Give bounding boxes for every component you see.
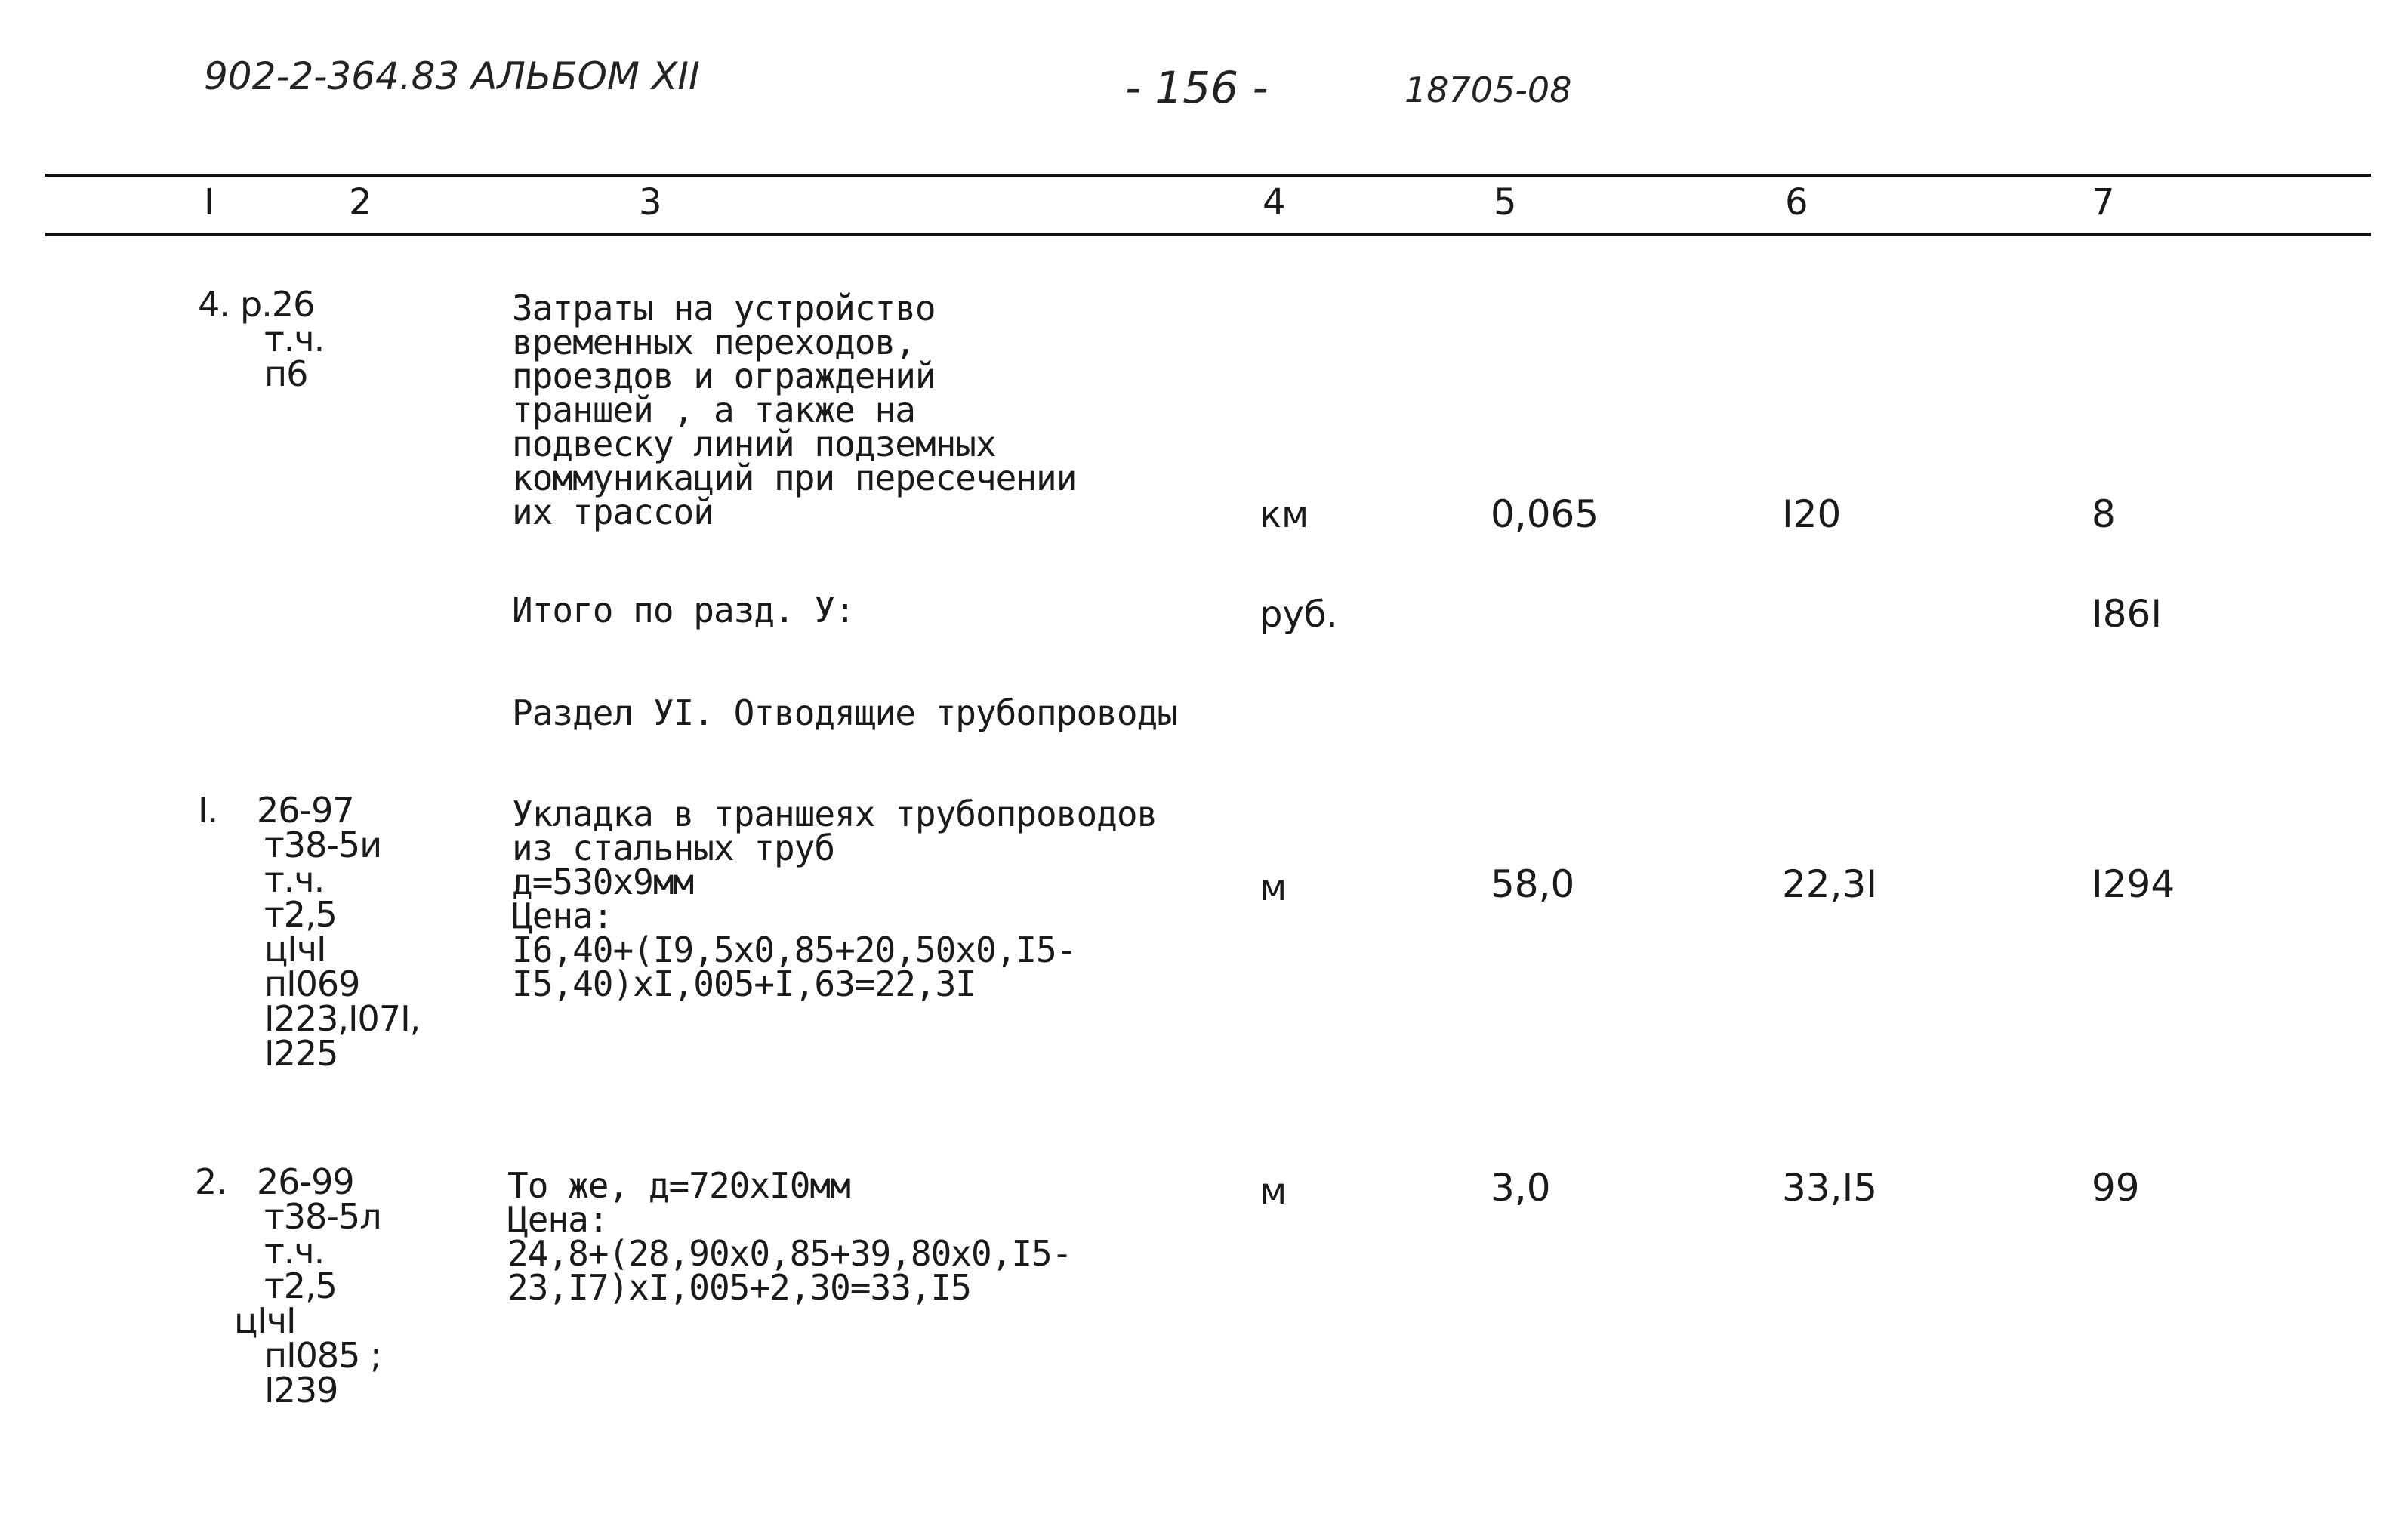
code-line: р.26 [240, 284, 315, 325]
code-line: I239 [264, 1370, 338, 1411]
section-heading: Раздел УI. Отводящие трубопроводы [512, 692, 1177, 733]
header-rule-top [45, 174, 2371, 177]
column-header-4: 4 [1263, 181, 1286, 224]
column-header-7: 7 [2092, 181, 2115, 224]
row-number: 4. [198, 284, 230, 325]
description-line: Цена: [507, 1199, 609, 1240]
row-number: I. [198, 790, 218, 831]
code-line: цIчI [234, 1300, 296, 1341]
quantity-cell: 3,0 [1491, 1166, 1551, 1210]
code-line: I225 [264, 1033, 338, 1074]
subtotal-value: I86I [2092, 592, 2163, 636]
column-header-5: 5 [1494, 181, 1517, 224]
unit-cell: км [1259, 494, 1309, 536]
code-line: т.ч. [264, 1231, 325, 1272]
description-line: их трассой [512, 492, 714, 532]
document-code: 902-2-364.83 АЛЬБОМ XII [204, 54, 700, 98]
description-line: д=530х9мм [512, 862, 694, 902]
column-header-6: 6 [1785, 181, 1808, 224]
code-line: т2,5 [264, 1266, 337, 1306]
column-header-1: I [204, 181, 215, 224]
description-line: траншей , а также на [512, 390, 915, 430]
subtotal-unit: руб. [1259, 594, 1338, 636]
code-line: пI069 [264, 964, 360, 1004]
inventory-number: 18705-08 [1404, 69, 1572, 110]
description-line: 24,8+(28,90х0,85+39,80х0,I5- [507, 1233, 1072, 1274]
description-line: Затраты на устройство [512, 288, 936, 328]
total-cell: I294 [2092, 862, 2175, 906]
quantity-cell: 58,0 [1491, 862, 1575, 906]
code-line: п6 [264, 353, 308, 394]
code-line: т.ч. [264, 859, 325, 900]
quantity-cell: 0,065 [1491, 492, 1599, 536]
description-line: I5,40)хI,005+I,63=22,3I [512, 964, 976, 1004]
code-line: I223,I07I, [264, 998, 421, 1039]
unit-cell: м [1259, 1170, 1287, 1213]
section-subtotal-label: Итого по разд. У: [512, 590, 855, 631]
code-line: т38-5л [264, 1196, 381, 1237]
description-line: из стальных труб [512, 828, 835, 868]
description-line: временных переходов, [512, 322, 915, 362]
price-cell: I20 [1782, 492, 1842, 536]
unit-cell: м [1259, 867, 1287, 909]
description-line: Укладка в траншеях трубопроводов [512, 794, 1158, 834]
total-cell: 8 [2092, 492, 2116, 536]
price-cell: 22,3I [1782, 862, 1878, 906]
total-cell: 99 [2092, 1166, 2140, 1210]
code-line: т2,5 [264, 894, 337, 935]
column-header-3: 3 [639, 181, 662, 224]
description-line: I6,40+(I9,5х0,85+20,50х0,I5- [512, 930, 1077, 970]
column-header-2: 2 [349, 181, 372, 224]
code-line: пI085 ; [264, 1335, 381, 1376]
code-line: 26-99 [257, 1161, 354, 1202]
code-line: цIчI [264, 929, 326, 970]
page-number: - 156 - [1125, 62, 1269, 113]
description-line: проездов и ограждений [512, 356, 936, 396]
description-line: Цена: [512, 896, 613, 936]
description-line: подвеску линий подземных [512, 424, 996, 464]
row-number: 2. [195, 1161, 227, 1202]
code-line: т38-5и [264, 825, 382, 865]
price-cell: 33,I5 [1782, 1166, 1878, 1210]
description-line: 23,I7)хI,005+2,30=33,I5 [507, 1267, 971, 1308]
code-line: т.ч. [264, 319, 325, 359]
description-line: То же, д=720хI0мм [507, 1165, 850, 1206]
header-rule-bottom [45, 233, 2371, 236]
description-line: коммуникаций при пересечении [512, 458, 1077, 498]
code-line: 26-97 [257, 790, 354, 831]
